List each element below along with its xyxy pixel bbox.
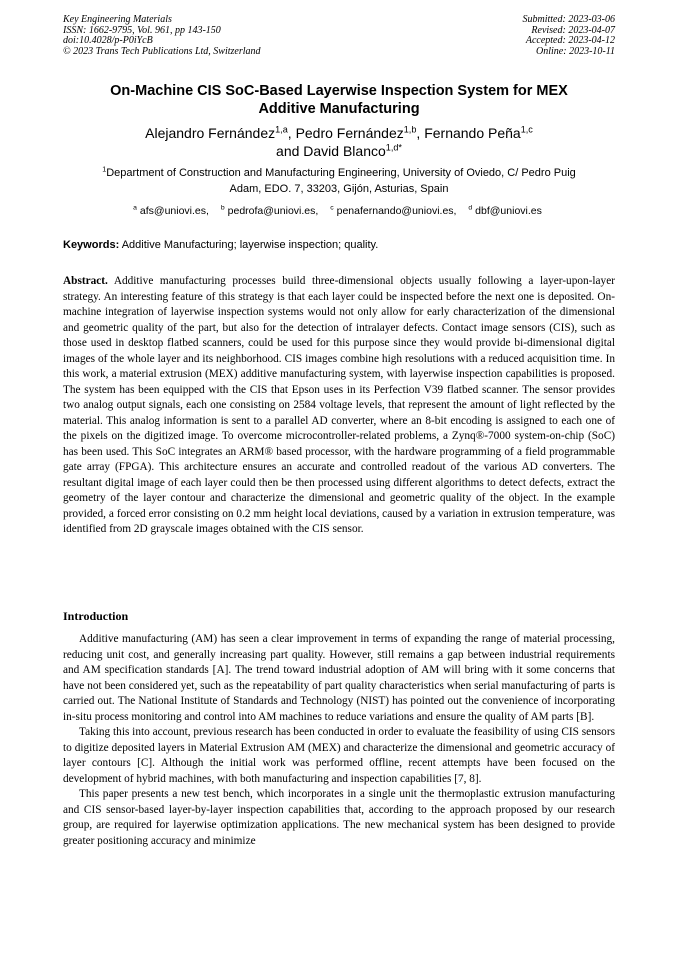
publication-dates: [523, 15, 616, 57]
email-address: afs@uniovi.es,: [139, 205, 209, 217]
email-marker: d: [468, 204, 473, 212]
email-item: [133, 205, 212, 217]
email-item: [468, 205, 545, 217]
title-line-1: On-Machine CIS SoC-Based Layerwise Inspection System for MEX: [110, 83, 568, 99]
author-affiliation-marker: 1,b: [403, 124, 417, 135]
author-affiliation-marker: 1,d*: [385, 142, 402, 153]
date-submitted: Submitted: 2023-03-06: [522, 14, 615, 25]
email-address: dbf@uniovi.es: [475, 205, 542, 217]
author-affiliation-marker: 1,a: [275, 124, 288, 135]
email-marker: a: [133, 204, 137, 212]
email-item: [330, 205, 459, 217]
journal-doi: doi:10.4028/p-P0iYcB: [63, 35, 153, 47]
journal-name: Key Engineering Materials: [63, 14, 172, 25]
email-item: [221, 205, 321, 217]
date-online: Online: 2023-10-11: [536, 45, 615, 57]
affiliation-line-1: [63, 166, 615, 182]
author-name: David Blanco: [303, 143, 386, 159]
author-separator: ,: [287, 125, 296, 141]
title-line-2: Additive Manufacturing: [258, 101, 420, 117]
keywords-text: Additive Manufacturing; layerwise inspection; quality.: [119, 239, 379, 251]
affiliation-text: Department of Construction and Manufacturing Engineering, University of Oviedo, C/ Pedro Puig: [106, 167, 576, 179]
authors-line-1: [63, 124, 615, 142]
abstract: [63, 274, 615, 538]
abstract-label: Abstract.: [63, 275, 108, 287]
author-list: [63, 124, 615, 160]
body-paragraph: Taking this into account, previous research has been conducted in order to evaluate the feasibility of using CIS sensors to digitize deposited layers in Material Extrusion AM (MEX) and characterize the dimensional and geometric accuracy of layer contours [C]. Although the initial work was performed offline, recent attempts have been focused on the development of hybrid machines, with both manufacturing and inspection capabilities [7, 8].: [63, 726, 615, 785]
authors-connector: and: [276, 143, 304, 159]
abstract-text: Additive manufacturing processes build three-dimensional objects usually following a layer-upon-layer strategy. An interesting feature of this strategy is that each layer could be inspected before the next one is deposited. On-machine integration of layerwise inspection systems would not only allow for early characterization of the dimensional and geometric quality of the part, but also for the detection of intralayer defects. Contact image sensors (CIS), such as those used in desktop flatbed scanners, could be used for this purpose since they would provide bi-dimensional digital images of the whole layer and its neighborhood. CIS images combine high resolutions with a reduced acquisition time. In this work, a material extrusion (MEX) additive manufacturing system, with layerwise inspection capabilities is proposed. The system has been equipped with the CIS that Epson uses in its Perfection V39 flatbed scanner. The sensor provides two analog output signals, each one consisting on 2584 voltage levels, that represent the amount of light reflected by the material. This analog information is sent to a parallel AD converter, where an 8-bit encoding is assigned to each one of the pixels on the digitized image. To overcome microcontroller-related problems, a Zynq®-7000 system-on-chip (SoC) has been used. This SoC integrates an ARM® based processor, with the hardware programming of a field programmable gate array (FPGA). This architecture ensures an accurate and controlled readout of the various AD converters. The resultant digital image of each layer could then be then processed using different algorithms to detect defects, extract the geometry of the layer contour and characterize the dimensional and geometric quality of the object. In the example provided, a forced error consisting on 0.2 mm height local deviations, caused by a variation in extrusion temperature, was identified from 2D grayscale images obtained with the CIS sensor.: [63, 275, 615, 535]
authors-line-2: [63, 142, 615, 160]
email-marker: b: [220, 204, 225, 212]
journal-header: [63, 15, 261, 57]
author-name: Alejandro Fernández: [145, 125, 276, 141]
body-paragraph: This paper presents a new test bench, which incorporates in a single unit the thermoplastic extrusion manufacturing and CIS sensor-based layer-by-layer inspection capabilities that, according to the approach proposed by our research group, are required for layerwise optimization applications. The new mechanical system has been designed to provide greater positioning accuracy and minimize: [63, 788, 615, 847]
date-accepted: Accepted: 2023-04-12: [525, 35, 615, 47]
introduction-body: [63, 632, 615, 849]
affiliation: [63, 166, 615, 197]
keywords-label: Keywords:: [63, 239, 120, 251]
keywords: [63, 238, 615, 252]
author-name: Pedro Fernández: [295, 125, 404, 141]
author-name: Fernando Peña: [424, 125, 521, 141]
journal-copyright: © 2023 Trans Tech Publications Ltd, Switzerland: [63, 45, 261, 57]
journal-issn: ISSN: 1662-9795, Vol. 961, pp 143-150: [63, 24, 221, 36]
body-paragraph: Additive manufacturing (AM) has seen a clear improvement in terms of expanding the range of material processing, reducing unit cost, and generally increasing part quality. However, still remains a gap between industrial requirements and AM specification standards [A]. The trend toward industrial adoption of AM will bring with it some concerns that have not been considered yet, such as the repeatability of part quality characteristics when serial manufacturing of parts is carried out. The National Institute of Standards and Technology (NIST) has pointed out the convenience of incorporating in-situ process monitoring and control into AM machines to reduce variations and ensure the quality of AM parts [B].: [63, 633, 615, 723]
email-marker: c: [330, 204, 334, 212]
paper-title: [63, 82, 615, 118]
affiliation-line-2: Adam, EDO. 7, 33203, Gijón, Asturias, Spain: [229, 182, 449, 195]
email-address: penafernando@uniovi.es,: [336, 205, 457, 217]
author-affiliation-marker: 1,c: [520, 124, 533, 135]
author-separator: ,: [416, 125, 425, 141]
date-revised: Revised: 2023-04-07: [531, 24, 615, 36]
section-heading-introduction: Introduction: [63, 609, 129, 623]
affiliation-marker: 1: [102, 165, 107, 174]
author-emails: [63, 204, 615, 218]
email-address: pedrofa@uniovi.es,: [227, 205, 319, 217]
